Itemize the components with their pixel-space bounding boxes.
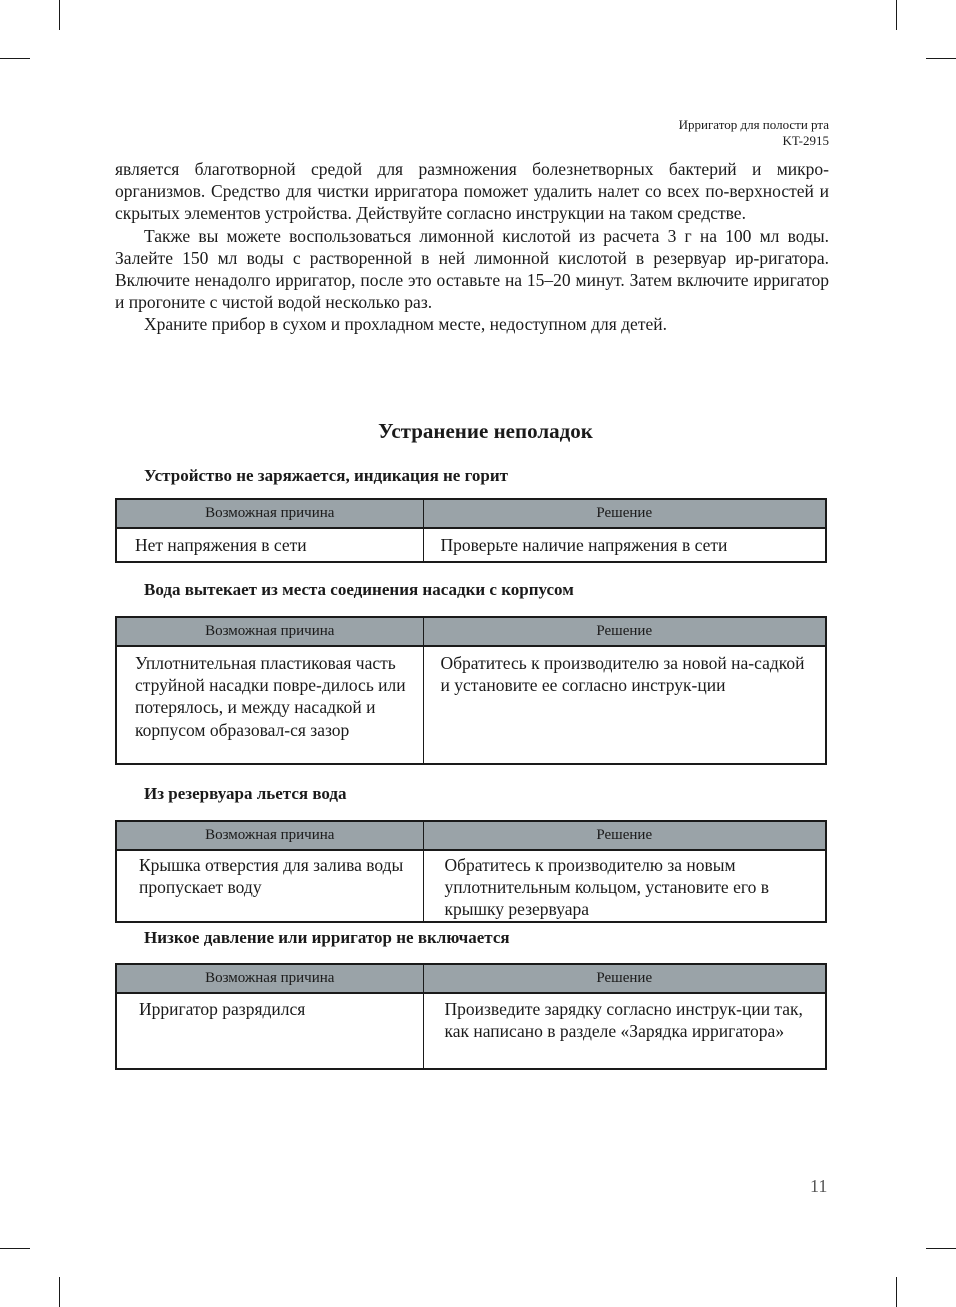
crop-mark — [59, 0, 60, 30]
problem-title: Из резервуара льется вода — [144, 784, 347, 803]
crop-mark — [0, 58, 30, 59]
crop-mark — [926, 1248, 956, 1249]
troubleshooting-table — [115, 820, 827, 923]
cause-cell: Уплотнительная пластиковая часть струйной насадки повре-дилось или потерялось, и между насадкой и корпусом образовал-ся зазор — [116, 646, 423, 764]
crop-mark — [896, 1277, 897, 1307]
solution-cell: Произведите зарядку согласно инструк-ции так, как написано в разделе «Зарядка ирригатора» — [423, 993, 826, 1069]
solution-cell: Проверьте наличие напряжения в сети — [423, 528, 826, 562]
cause-cell: Крышка отверстия для залива воды пропускает воду — [116, 850, 423, 922]
header-model: KT-2915 — [782, 133, 829, 148]
body-text — [115, 158, 829, 336]
header-solution: Решение — [423, 617, 826, 646]
problem-title: Низкое давление или ирригатор не включается — [144, 928, 510, 947]
page-number: 11 — [810, 1176, 828, 1196]
crop-mark — [896, 0, 897, 30]
troubleshooting-table — [115, 963, 827, 1070]
header-title: Ирригатор для полости рта — [678, 117, 829, 132]
cause-cell: Ирригатор разрядился — [116, 993, 423, 1069]
solution-cell: Обратитесь к производителю за новым уплотнительным кольцом, установите его в крышку резервуара — [423, 850, 826, 922]
header-cause: Возможная причина — [116, 821, 423, 850]
running-header — [679, 117, 829, 149]
troubleshooting-table — [115, 616, 827, 765]
header-cause: Возможная причина — [116, 964, 423, 993]
paragraph: Храните прибор в сухом и прохладном месте, недоступном для детей. — [144, 314, 667, 335]
crop-mark — [0, 1248, 30, 1249]
problem-title: Устройство не заряжается, индикация не горит — [144, 466, 508, 485]
paragraph: Также вы можете воспользоваться лимонной кислотой из расчета 3 г на 100 мл воды. Залейте 150 мл воды с растворенной в ней лимонной кислотой в резервуар ир-ригатора. Включите ненадолго ирригатор, после это оставьте на 15–20 минут. Затем включите ирригатор и прогоните с чистой водой несколько раз. — [115, 225, 829, 313]
crop-mark — [59, 1277, 60, 1307]
header-solution: Решение — [423, 499, 826, 528]
cause-cell: Нет напряжения в сети — [116, 528, 423, 562]
header-cause: Возможная причина — [116, 617, 423, 646]
paragraph: является благотворной средой для размножения болезнетворных бактерий и микро-организмов. Средство для чистки ирригатора поможет удалить налет со всех по-верхностей и скрытых элементов устройства. Действуйте согласно инструкции на таком средстве. — [115, 159, 829, 224]
troubleshooting-table — [115, 498, 827, 563]
section-title: Устранение неполадок — [378, 419, 593, 443]
header-solution: Решение — [423, 821, 826, 850]
solution-cell: Обратитесь к производителю за новой на-садкой и установите ее согласно инструк-ции — [423, 646, 826, 764]
header-solution: Решение — [423, 964, 826, 993]
header-cause: Возможная причина — [116, 499, 423, 528]
problem-title: Вода вытекает из места соединения насадки с корпусом — [144, 580, 574, 599]
crop-mark — [926, 58, 956, 59]
